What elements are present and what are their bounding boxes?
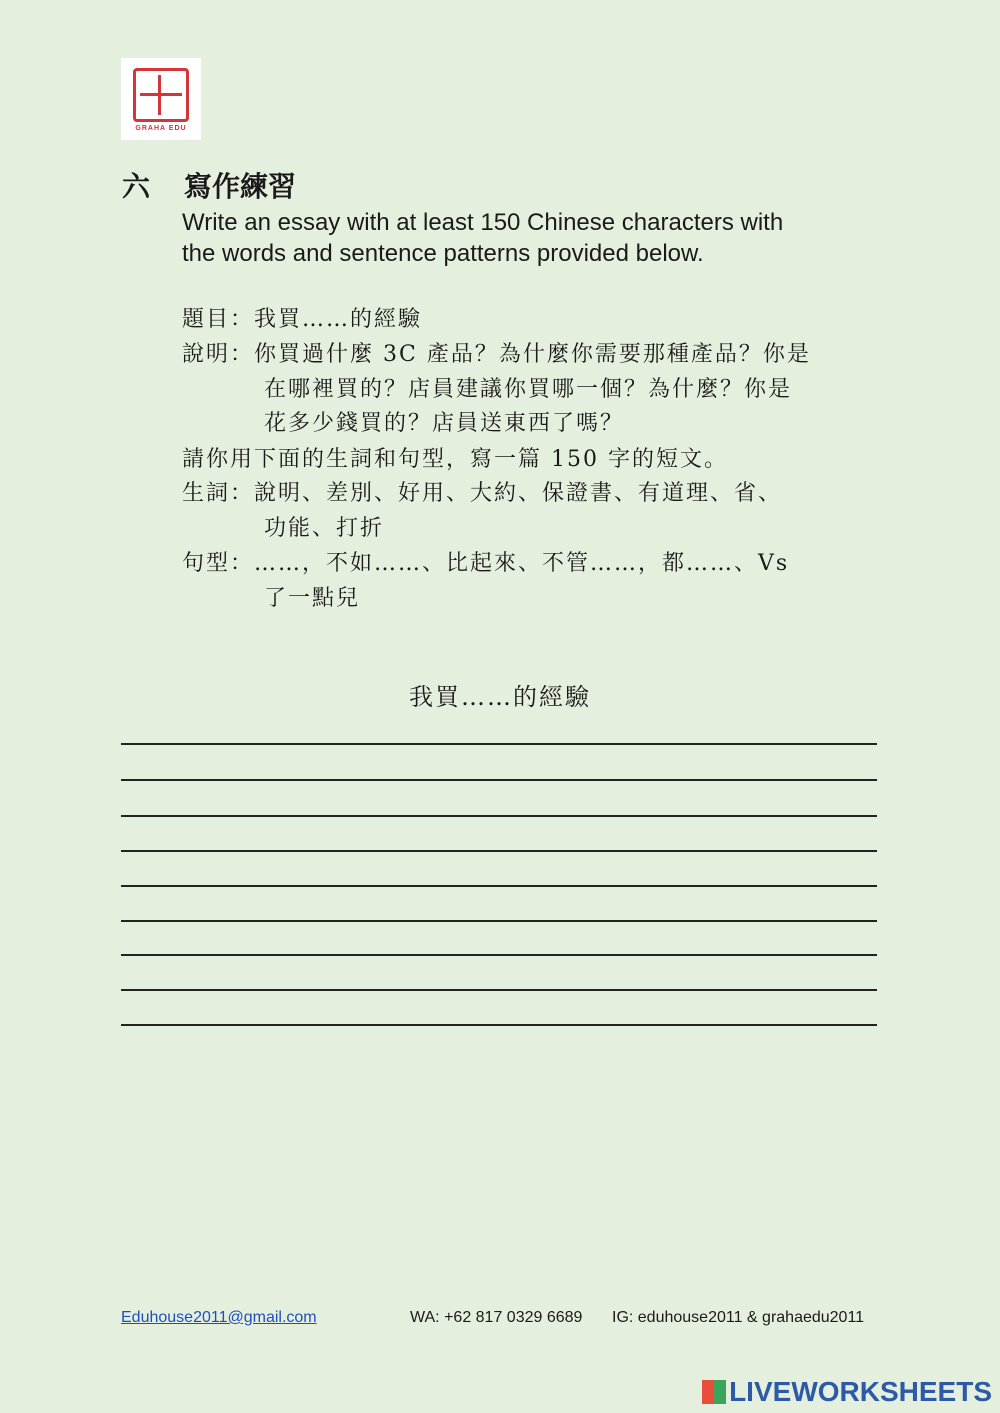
- essay-title: 我買……的經驗: [409, 683, 591, 711]
- writing-line[interactable]: [121, 779, 877, 781]
- writing-line[interactable]: [121, 850, 877, 852]
- description-line: 說明：你買過什麼 3C 產品？為什麼你需要那種產品？你是: [182, 342, 811, 367]
- writing-line[interactable]: [121, 815, 877, 817]
- writing-line[interactable]: [121, 989, 877, 991]
- section-heading: [122, 165, 296, 205]
- writing-line[interactable]: [121, 885, 877, 887]
- description-line: 花多少錢買的？店員送東西了嗎？: [264, 411, 625, 436]
- logo-brand-text: GRAHA EDU: [135, 125, 187, 132]
- vocabulary-line: 功能、打折: [264, 516, 385, 541]
- graha-edu-logo: [121, 58, 201, 140]
- topic-line: 題目：我買……的經驗: [182, 307, 423, 332]
- liveworksheets-watermark: [702, 1376, 992, 1408]
- writing-line[interactable]: [121, 1024, 877, 1026]
- whatsapp-contact: WA: +62 817 0329 6689: [410, 1309, 583, 1326]
- instruction-line: the words and sentence patterns provided below.: [182, 240, 704, 267]
- description-line: 在哪裡買的？店員建議你買哪一個？為什麼？你是: [264, 377, 793, 402]
- instruction-line: Write an essay with at least 150 Chinese characters with: [182, 209, 784, 236]
- liveworksheets-icon: [702, 1380, 726, 1404]
- writing-line[interactable]: [121, 920, 877, 922]
- pattern-line: 了一點兒: [264, 586, 361, 611]
- writing-line[interactable]: [121, 743, 877, 745]
- writing-line[interactable]: [121, 954, 877, 956]
- vocabulary-line: 生詞：說明、差別、好用、大約、保證書、有道理、省、: [182, 481, 783, 506]
- pattern-line: 句型：……，不如……、比起來、不管……，都……、Vs: [182, 551, 790, 576]
- liveworksheets-text: LIVEWORKSHEETS: [729, 1376, 992, 1407]
- task-line: 請你用下面的生詞和句型，寫一篇 150 字的短文。: [182, 447, 728, 472]
- instagram-contact: IG: eduhouse2011 & grahaedu2011: [612, 1309, 865, 1326]
- seal-icon: [133, 68, 189, 122]
- section-title: 寫作練習: [184, 170, 297, 203]
- section-number: 六: [122, 170, 151, 203]
- email-link[interactable]: Eduhouse2011@gmail.com: [121, 1309, 317, 1326]
- instruction-text: [182, 207, 882, 269]
